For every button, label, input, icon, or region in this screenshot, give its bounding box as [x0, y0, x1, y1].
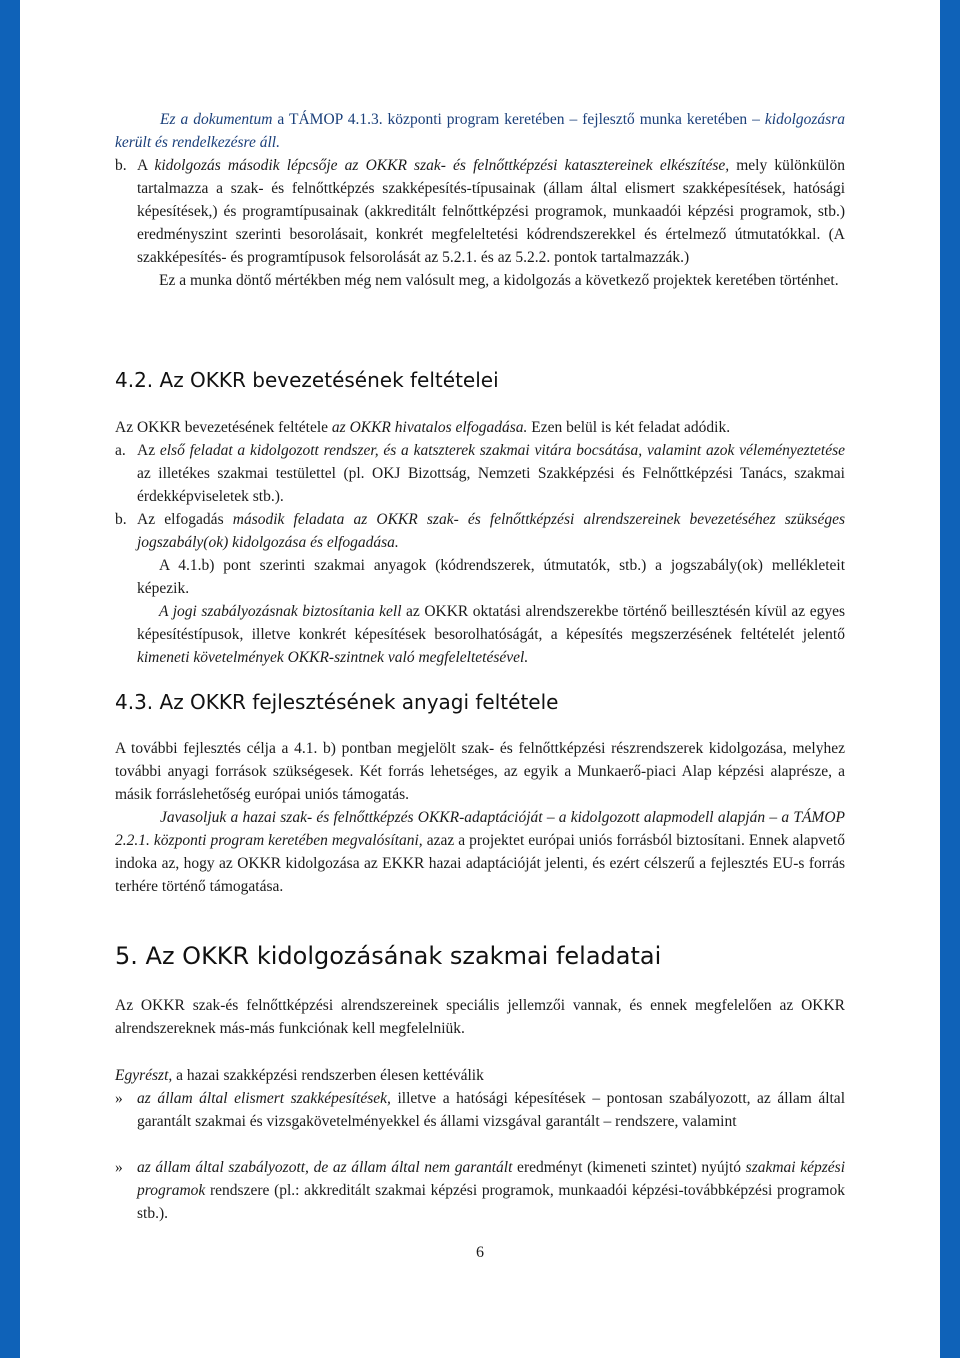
- item-marker: a.: [115, 442, 126, 459]
- italic-text-run: kimeneti követelmények OKKR-szintnek való megfeleltetésével.: [137, 649, 529, 666]
- italic-text-run: Ez a dokumentum: [160, 111, 273, 128]
- text-run: illetve a hatósági képesítések – pontosan szabályozott, az állam által garantált szakmai és vizsgakövetelményekkel és állami vizsgával garantált – rendszere, valamint: [137, 1090, 845, 1130]
- italic-text-run: kidolgozásra került és rendelkezésre áll.: [115, 111, 845, 151]
- chapter-heading-5: 5. Az OKKR kidolgozásának szakmai feladatai: [115, 942, 662, 970]
- section-heading-4-3: 4.3. Az OKKR fejlesztésének anyagi feltétele: [115, 690, 559, 714]
- italic-text-run: A jogi szabályozásnak biztosítania kell: [159, 603, 402, 620]
- item-marker: b.: [115, 511, 127, 528]
- italic-text-run: az állam által elismert szakképesítések,: [137, 1090, 391, 1107]
- text-run: Az elfogadás: [137, 511, 233, 528]
- italic-text-run: kidolgozás második lépcsője az OKKR szak- és felnőttképzési katasztereinek elkészítése,: [154, 157, 730, 174]
- right-color-band: [940, 0, 960, 1358]
- item-text: [115, 154, 845, 269]
- list-item-b-kataszter: [115, 154, 845, 292]
- text-run: azaz a projektet európai uniós forrásból biztosítani. Ennek alapvető indoka az, hogy az OKKR kidolgozása az EKKR hazai adaptációját jelenti, és ezért célszerű a fejlesztés EU-s forrás terhére történő támogatása.: [115, 832, 845, 895]
- item-marker: b.: [115, 157, 127, 174]
- text-run: eredményt (kimeneti szintet) nyújtó: [512, 1159, 746, 1176]
- bullet-text: [73, 1156, 845, 1225]
- italic-text-run: az állam által szabályozott, de az állam által nem garantált: [137, 1159, 513, 1176]
- text-run: a TÁMOP 4.1.3. központi program keretében – fejlesztő munka keretében –: [272, 111, 765, 128]
- chapter-5-paragraph-2: [115, 1064, 845, 1087]
- italic-text-run: az OKKR hivatalos elfogadása.: [331, 419, 528, 436]
- text-run: a hazai szakképzési rendszerben élesen kettéválik: [172, 1067, 484, 1084]
- item-text: [115, 439, 845, 508]
- bullet-marker: »: [115, 1090, 123, 1107]
- bullet-item-training-programs: [115, 1156, 845, 1225]
- text-run: Ezen belül is két feladat adódik.: [527, 419, 731, 436]
- italic-text-run: első feladat a kidolgozott rendszer, és a katszterek szakmai vitára bocsátása, valamint azok véleményeztetése: [159, 442, 845, 459]
- text-run: rendszere (pl.: akkreditált szakmai képzési programok, munkaadói képzési-továbbképzési programok stb.).: [137, 1182, 845, 1222]
- section-4-3-paragraph-2: [115, 806, 845, 898]
- item-followup: Ez a munka döntő mértékben még nem valósult meg, a kidolgozás a következő projektek keretében történhet.: [159, 272, 839, 289]
- item-followup: A 4.1.b) pont szerinti szakmai anyagok (kódrendszerek, útmutatók, stb.) a jogszabály(ok) mellékleteit képezik.: [137, 557, 845, 597]
- page-number: 6: [476, 1244, 484, 1261]
- intro-paragraph: [115, 108, 845, 154]
- text-run: Az OKKR bevezetésének feltétele: [115, 419, 332, 436]
- bullet-item-state-qualifications: [115, 1087, 845, 1133]
- text-run: az OKKR oktatási alrendszerekbe történő beillesztésén kívül az egyes képesítéstípusok, illetve konkrét képesítések besorolhatóságát, a képesítés megszerzésének feltételét jelentő: [137, 603, 845, 643]
- section-4-2-intro: [115, 416, 845, 439]
- italic-text-run: Javasoljuk a hazai szak- és felnőttképzés OKKR-adaptációját – a kidolgozott alapmodell alapján – a TÁMOP 2.2.1. központi program keretében megvalósítani,: [115, 809, 845, 849]
- text-run: Az: [137, 442, 160, 459]
- list-item-b-jogszabaly: [115, 508, 845, 669]
- italic-text-run: második feladata az OKKR szak- és felnőttképzési alrendszereinek bevezetéséhez szükséges jogszabály(ok) kidolgozása és elfogadása.: [137, 511, 846, 551]
- section-heading-4-2: 4.2. Az OKKR bevezetésének feltételei: [115, 368, 499, 392]
- chapter-5-paragraph-1: Az OKKR szak-és felnőttképzési alrendszereinek speciális jellemzői vannak, és ennek megfelelően az OKKR alrendszereknek más-más funkciónak kell megfelelniük.: [115, 997, 845, 1037]
- text-run: A: [137, 157, 155, 174]
- text-run: mely különkülön tartalmazza a szak- és felnőttképzés szakképesítés-típusainak (állam által elismert szakképesítések, hatósági képesítések,) és programtípusainak (akkreditált felnőttképzési programok, munkaadói képzési programok, stb.) eredményszint szerinti besorolásait, konkrét megfeleltetési kódrendszerekkel és értelmező útmutatókkal. (A szakképesítés- és programtípusok felsorolását az 5.2.1. és az 5.2.2. pontok tartalmazzák.): [137, 157, 845, 266]
- section-4-3-paragraph-1: A további fejlesztés célja a 4.1. b) pontban megjelölt szak- és felnőttképzési részrendszerek kidolgozása, melyhez további anyagi források szükségesek. Két forrás lehetséges, az egyik a Munkaerő-piaci Alap képzési alaprésze, a másik forráslehetőség európai uniós támogatás.: [115, 740, 845, 803]
- item-followup-legal: [115, 600, 845, 669]
- text-run: az illetékes szakmai testülettel (pl. OKJ Bizottság, Nemzeti Szakképzési és Felnőttképzési Tanács, szakmai érdekképviseletek stb.).: [137, 465, 845, 505]
- left-color-band: [0, 0, 20, 1358]
- italic-text-run: szakmai képzési programok: [137, 1159, 845, 1199]
- list-item-a: [115, 439, 845, 508]
- bullet-text: [73, 1087, 845, 1133]
- item-text: [115, 508, 845, 554]
- bullet-marker: »: [115, 1159, 123, 1176]
- italic-text-run: Egyrészt,: [115, 1067, 173, 1084]
